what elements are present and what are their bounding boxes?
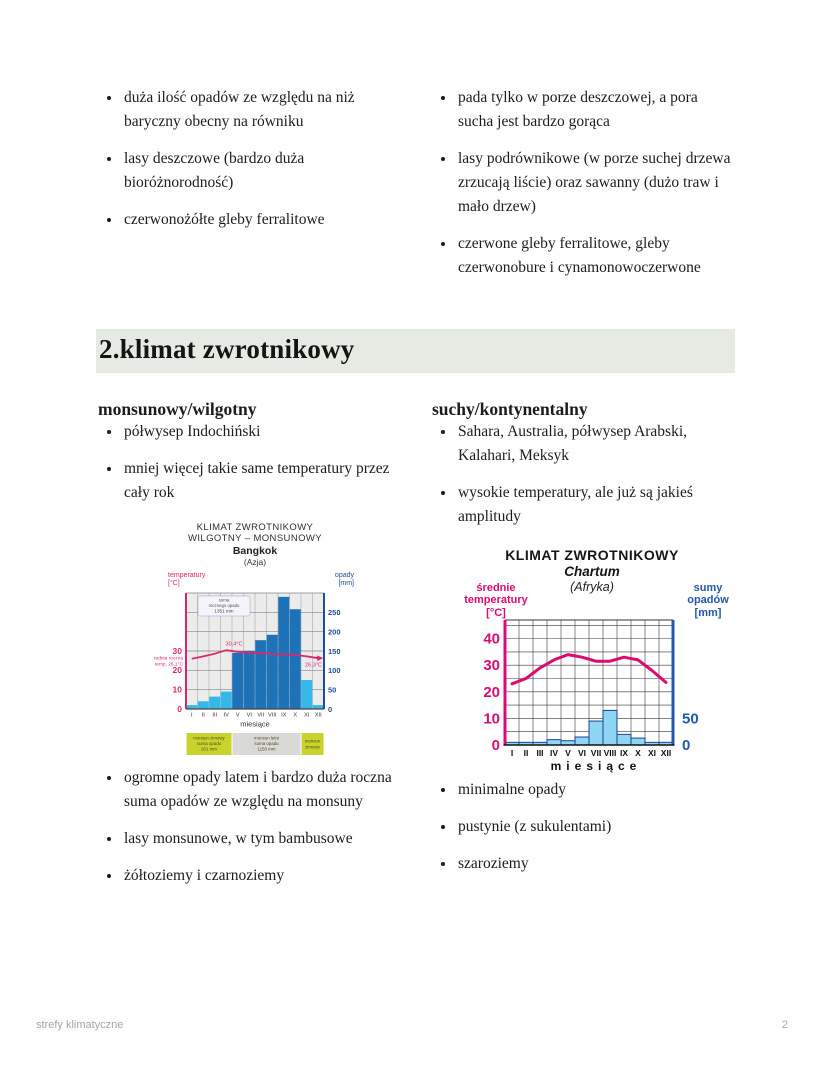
svg-text:50: 50: [328, 685, 337, 695]
monsoon-facts-list: [96, 420, 430, 505]
footer-page-number: 2: [781, 1019, 788, 1031]
svg-text:XI: XI: [304, 712, 310, 719]
svg-text:KLIMAT ZWROTNIKOWY: KLIMAT ZWROTNIKOWY: [196, 522, 314, 534]
chart-title: [188, 522, 322, 567]
svg-text:suma opadu: suma opadu: [254, 741, 279, 747]
svg-text:X: X: [635, 748, 641, 759]
bangkok-climograph: [154, 519, 366, 766]
svg-text:30,4°C: 30,4°C: [225, 641, 243, 648]
dry-details-list: [430, 778, 760, 876]
svg-text:opady: opady: [334, 572, 354, 580]
bangkok-climograph-svg: [154, 519, 366, 761]
svg-text:0: 0: [328, 704, 333, 714]
list-item: • lasy podrównikowe (w porze suchej drzewa zrzucają liście) oraz sawanny (dużo traw i mało drzew): [456, 147, 732, 219]
svg-text:XI: XI: [647, 748, 657, 759]
subheading-monsoon: monsunowy/wilgotny: [98, 399, 257, 420]
svg-text:III: III: [536, 748, 544, 759]
svg-text:I: I: [510, 748, 514, 759]
list-item: • pada tylko w porze deszczowej, a pora sucha jest bardzo gorąca: [456, 86, 732, 134]
list-item: • lasy deszczowe (bardzo duża bioróżnorodność): [122, 147, 402, 195]
svg-text:WILGOTNY – MONSUNOWY: WILGOTNY – MONSUNOWY: [188, 533, 322, 545]
svg-text:XII: XII: [314, 712, 322, 719]
list-item: • czerwone gleby ferralitowe, gleby czerwonobure i cynamonowoczerwone: [456, 232, 732, 280]
svg-text:10: 10: [172, 684, 182, 695]
svg-text:IX: IX: [281, 712, 287, 719]
svg-text:0: 0: [682, 737, 691, 755]
chartum-climograph: [456, 545, 756, 778]
equatorial-humid-list: [96, 86, 430, 293]
svg-text:suma opadu: suma opadu: [196, 741, 222, 747]
svg-text:VI: VI: [577, 748, 587, 759]
svg-text:[mm]: [mm]: [338, 580, 354, 588]
svg-text:[mm]: [mm]: [694, 607, 722, 620]
page-footer: [36, 1019, 788, 1031]
dry-facts-list: [430, 420, 760, 529]
svg-text:monsun zimowy: monsun zimowy: [193, 735, 225, 741]
svg-text:201 mm: 201 mm: [201, 746, 217, 752]
monsoon-details-list: [96, 766, 430, 888]
svg-text:sumy: sumy: [693, 582, 723, 595]
equatorial-dry-list: [430, 86, 760, 293]
svg-text:26,3°C: 26,3°C: [305, 662, 322, 669]
svg-text:50: 50: [682, 710, 699, 728]
svg-text:Chartum: Chartum: [564, 564, 620, 580]
list-item: • żółtoziemy i czarnoziemy: [122, 864, 402, 888]
svg-text:VIII: VIII: [603, 748, 617, 759]
svg-text:10: 10: [483, 710, 500, 728]
svg-text:monsun: monsun: [304, 738, 321, 744]
svg-text:VIII: VIII: [268, 712, 277, 719]
svg-text:150: 150: [328, 646, 341, 656]
list-item: • duża ilość opadów ze względu na niż baryczny obecny na równiku: [122, 86, 402, 134]
svg-text:0: 0: [177, 703, 182, 714]
svg-text:IV: IV: [223, 712, 229, 719]
svg-text:rocznego opadu: rocznego opadu: [208, 602, 240, 608]
svg-text:średnie: średnie: [476, 582, 516, 595]
list-item: • pustynie (z sukulentami): [456, 815, 732, 839]
list-item: • minimalne opady: [456, 778, 732, 802]
svg-text:XII: XII: [660, 748, 672, 759]
list-item: • wysokie temperatury, ale już są jakieś amplitudy: [456, 481, 732, 529]
svg-text:IV: IV: [549, 748, 559, 759]
svg-text:miesiące: miesiące: [550, 759, 642, 774]
svg-text:VII: VII: [590, 748, 602, 759]
svg-text:0: 0: [491, 737, 500, 755]
svg-text:zimowy: zimowy: [305, 744, 320, 750]
chart-title: [505, 547, 679, 594]
list-item: • czerwonożółte gleby ferralitowe: [122, 208, 402, 232]
month-axis: [511, 748, 671, 773]
list-item: • Sahara, Australia, półwysep Arabski, Kalahari, Meksyk: [456, 420, 732, 468]
annual-precip-annotation: [198, 596, 250, 616]
svg-text:[°C]: [°C]: [486, 607, 506, 620]
svg-text:monsun letni: monsun letni: [254, 735, 279, 741]
svg-text:III: III: [212, 712, 218, 719]
svg-text:suma: suma: [218, 597, 230, 603]
svg-text:VII: VII: [257, 712, 265, 719]
footer-doc-title: strefy klimatyczne: [36, 1019, 124, 1031]
svg-text:250: 250: [328, 608, 341, 618]
list-item: • lasy monsunowe, w tym bambusowe: [122, 827, 402, 851]
svg-text:1351 mm: 1351 mm: [214, 608, 234, 614]
monsoon-column: [96, 373, 430, 901]
temperature-axis-label: [168, 572, 206, 587]
svg-text:30: 30: [483, 657, 500, 675]
svg-text:temperatury: temperatury: [464, 594, 528, 607]
precipitation-axis-label: [335, 572, 355, 587]
svg-text:II: II: [523, 748, 529, 759]
section-heading: 2.klimat zwrotnikowy: [96, 329, 735, 373]
list-item: • szaroziemy: [456, 852, 732, 876]
svg-text:40: 40: [483, 630, 500, 648]
svg-text:(Afryka): (Afryka): [570, 580, 614, 595]
svg-text:temp. 26,1°C: temp. 26,1°C: [154, 662, 183, 668]
svg-text:KLIMAT ZWROTNIKOWY: KLIMAT ZWROTNIKOWY: [505, 547, 679, 564]
dry-column: [430, 373, 760, 901]
svg-text:1150 mm: 1150 mm: [257, 746, 276, 752]
svg-text:temperatury: temperatury: [168, 572, 206, 580]
svg-text:miesiące: miesiące: [240, 719, 270, 729]
svg-text:(Azja): (Azja): [243, 557, 267, 568]
list-item: • ogromne opady latem i bardzo duża roczna suma opadów ze względu na monsuny: [122, 766, 402, 814]
precipitation-axis-label: [687, 582, 729, 619]
top-bullet-columns: [96, 86, 760, 293]
month-axis: [191, 713, 322, 729]
list-item: • mniej więcej takie same temperatury przez cały rok: [122, 457, 402, 505]
svg-text:Bangkok: Bangkok: [232, 545, 278, 558]
chartum-climograph-svg: [456, 545, 756, 773]
svg-text:X: X: [293, 712, 298, 719]
svg-text:V: V: [235, 712, 240, 719]
svg-text:20: 20: [172, 665, 182, 676]
svg-text:opadów: opadów: [687, 594, 729, 607]
tropical-climate-columns: [96, 373, 760, 901]
subheading-dry: suchy/kontynentalny: [432, 399, 588, 420]
svg-text:I: I: [190, 712, 193, 719]
svg-text:200: 200: [328, 627, 341, 637]
temperature-axis-label: [464, 582, 528, 619]
svg-text:II: II: [201, 712, 205, 719]
svg-text:100: 100: [328, 666, 341, 676]
svg-text:VI: VI: [246, 712, 252, 719]
svg-text:średnia roczna: średnia roczna: [154, 656, 183, 662]
svg-text:V: V: [565, 748, 571, 759]
svg-text:[°C]: [°C]: [168, 580, 180, 588]
svg-text:20: 20: [483, 683, 500, 701]
svg-text:30: 30: [172, 645, 182, 656]
monsoon-season-boxes: [187, 733, 324, 755]
list-item: • półwysep Indochiński: [122, 420, 402, 444]
svg-text:IX: IX: [619, 748, 629, 759]
